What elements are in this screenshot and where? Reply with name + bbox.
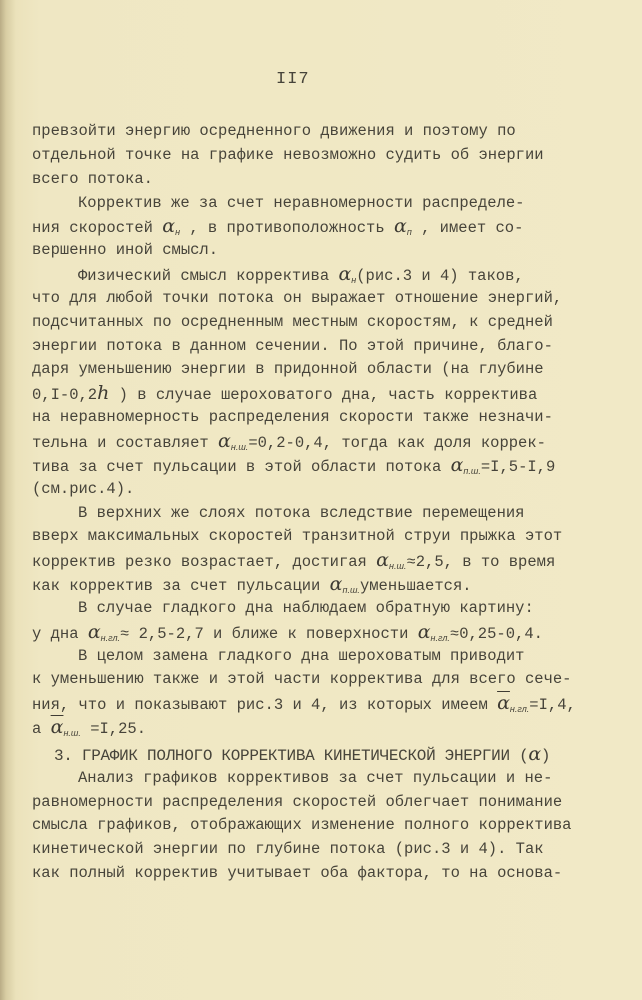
text-segment: Анализ графиков коррективов за счет пульсации и не-	[78, 768, 553, 787]
text-segment: ≈0,25-0,4.	[449, 624, 543, 643]
symbol-subscript: н	[175, 227, 181, 238]
text-line	[32, 549, 632, 573]
text-line	[32, 144, 632, 168]
symbol-glyph: α	[417, 620, 431, 643]
math-symbol	[218, 429, 249, 452]
text-segment: тельна и составляет	[32, 433, 219, 452]
symbol-subscript: н.гл.	[430, 632, 450, 643]
math-symbol	[87, 620, 121, 643]
math-symbol	[450, 453, 481, 476]
text-segment: (рис.3 и 4) таков,	[356, 267, 524, 286]
text-line	[32, 215, 632, 239]
symbol-subscript: н.ш.	[63, 728, 81, 739]
symbol-subscript: н	[351, 275, 357, 286]
symbol-subscript: н.ш.	[389, 561, 407, 572]
symbol-subscript: н.ш.	[230, 441, 249, 452]
text-line	[32, 192, 632, 216]
text-segment: даря уменьшению энергии в придонной области (на глубине	[32, 360, 544, 379]
symbol-subscript: п	[406, 227, 412, 238]
symbol-subscript: п.ш.	[342, 585, 360, 596]
text-segment: уменьшается.	[359, 577, 472, 596]
text-line	[32, 382, 632, 406]
math-symbol	[329, 573, 360, 596]
text-segment: ≈2,5, в то время	[406, 553, 556, 572]
math-symbol	[162, 215, 181, 238]
text-segment: как корректив за счет пульсации	[32, 577, 330, 596]
text-segment: ≈ 2,5-2,7 и ближе к поверхности	[120, 624, 418, 643]
text-line	[32, 525, 632, 549]
text-segment: Корректив же за счет неравномерности распределе-	[78, 193, 525, 212]
text-segment: 3. ГРАФИК ПОЛНОГО КОРРЕКТИВА КИНЕТИЧЕСКОЙ ЭНЕРГИИ (	[54, 746, 529, 765]
text-segment: у дна	[32, 624, 88, 643]
text-segment: В верхних же слоях потока вследствие перемещения	[78, 503, 525, 522]
math-symbol	[417, 620, 450, 643]
text-segment: , в противоположность	[180, 219, 394, 238]
page-number: II7	[276, 70, 310, 89]
symbol-subscript: п.ш.	[463, 465, 481, 476]
text-line	[32, 862, 632, 886]
symbol-glyph: $\overline{\alpha}$	[497, 692, 510, 715]
math-symbol	[497, 692, 530, 715]
text-segment: тива за счет пульсации в этой области потока	[32, 457, 451, 476]
text-line	[32, 478, 632, 502]
text-segment: 0,I-0,2	[32, 386, 98, 405]
text-segment: =I,5-I,9	[480, 457, 556, 476]
symbol-glyph: α	[162, 215, 176, 238]
text-segment: энергии потока в данном сечении. По этой причине, благо-	[32, 336, 553, 355]
text-segment: смысла графиков, отображающих изменение полного корректива	[32, 816, 572, 835]
text-line	[32, 358, 632, 382]
math-symbol	[376, 549, 407, 572]
text-segment: ния скоростей	[32, 219, 163, 238]
text-segment: =I,4,	[529, 696, 576, 715]
text-segment: =0,2-0,4, тогда как доля коррек-	[248, 433, 546, 452]
text-segment: превзойти энергию осредненного движения и поэтому по	[32, 122, 516, 140]
symbol-glyph: α	[218, 429, 231, 452]
text-line	[32, 597, 632, 621]
math-symbol	[338, 263, 357, 286]
text-segment: кинетической энергии по глубине потока (рис.3 и 4). Так	[32, 840, 544, 859]
text-line	[32, 406, 632, 430]
text-segment: на неравномерность распределения скорости также незначи-	[32, 408, 553, 427]
text-segment: как полный корректив учитывает оба фактора, то на основа-	[32, 864, 563, 883]
text-line	[32, 645, 632, 669]
symbol-subscript: н.гл.	[509, 704, 530, 715]
text-line	[32, 716, 632, 740]
symbol-glyph: α	[393, 215, 407, 238]
symbol-glyph: α	[450, 453, 464, 476]
text-segment: всего потока.	[32, 169, 153, 188]
text-line	[32, 311, 632, 335]
text-line	[32, 692, 632, 716]
document-body	[32, 120, 632, 886]
symbol-glyph: α	[87, 620, 101, 643]
text-line	[32, 287, 632, 311]
text-line	[32, 502, 632, 526]
text-line	[32, 814, 632, 838]
symbol-glyph: α	[329, 573, 343, 596]
text-segment: к уменьшению также и этой части корректива для всего сече-	[32, 670, 572, 689]
math-symbol	[528, 742, 541, 765]
math-symbol	[393, 215, 412, 238]
text-segment: вверх максимальных скоростей транзитной струи прыжка этот	[32, 527, 563, 546]
text-line	[32, 621, 632, 645]
text-line	[32, 573, 632, 597]
text-segment: равномерности распределения скоростей облегчает понимание	[32, 792, 563, 811]
text-line	[32, 668, 632, 692]
text-segment: В случае гладкого дна наблюдаем обратную картину:	[78, 598, 534, 617]
text-segment: Физический смысл корректива	[78, 267, 339, 286]
text-line	[32, 838, 632, 862]
text-segment: что для любой точки потока он выражает отношение энергий,	[32, 288, 563, 307]
text-line	[32, 239, 632, 263]
text-segment: отдельной точке на графике невозможно судить об энергии	[32, 145, 544, 164]
text-line	[32, 335, 632, 359]
text-segment: В целом замена гладкого дна шероховатым приводит	[78, 646, 525, 665]
text-segment: вершенно иной смысл.	[32, 241, 219, 260]
text-segment: (см.рис.4).	[32, 479, 135, 498]
text-segment: , имеет со-	[411, 219, 524, 238]
text-segment: )	[540, 746, 551, 765]
symbol-subscript: н.гл.	[100, 632, 121, 643]
text-line	[32, 767, 632, 791]
section-heading	[32, 743, 632, 767]
symbol-glyph: α	[376, 549, 389, 572]
math-symbol	[97, 382, 110, 405]
symbol-glyph: h	[97, 382, 110, 405]
text-line	[32, 430, 632, 454]
text-segment: =I,25.	[80, 720, 147, 739]
text-line	[32, 454, 632, 478]
text-line	[32, 168, 632, 192]
text-segment: а	[32, 720, 51, 739]
symbol-glyph: $\overline{\alpha}$	[50, 716, 64, 739]
math-symbol	[50, 716, 81, 739]
text-line	[32, 120, 632, 144]
symbol-glyph: α	[338, 263, 352, 286]
text-line	[32, 791, 632, 815]
text-segment: ния, что и показывают рис.3 и 4, из которых имеем	[32, 696, 498, 715]
symbol-glyph: α	[528, 742, 541, 765]
text-line	[32, 263, 632, 287]
text-segment: подсчитанных по осредненным местным скоростям, к средней	[32, 312, 553, 331]
text-segment: корректив резко возрастает, достигая	[32, 553, 377, 572]
text-segment: ) в случае шероховатого дна, часть корректива	[109, 386, 538, 405]
